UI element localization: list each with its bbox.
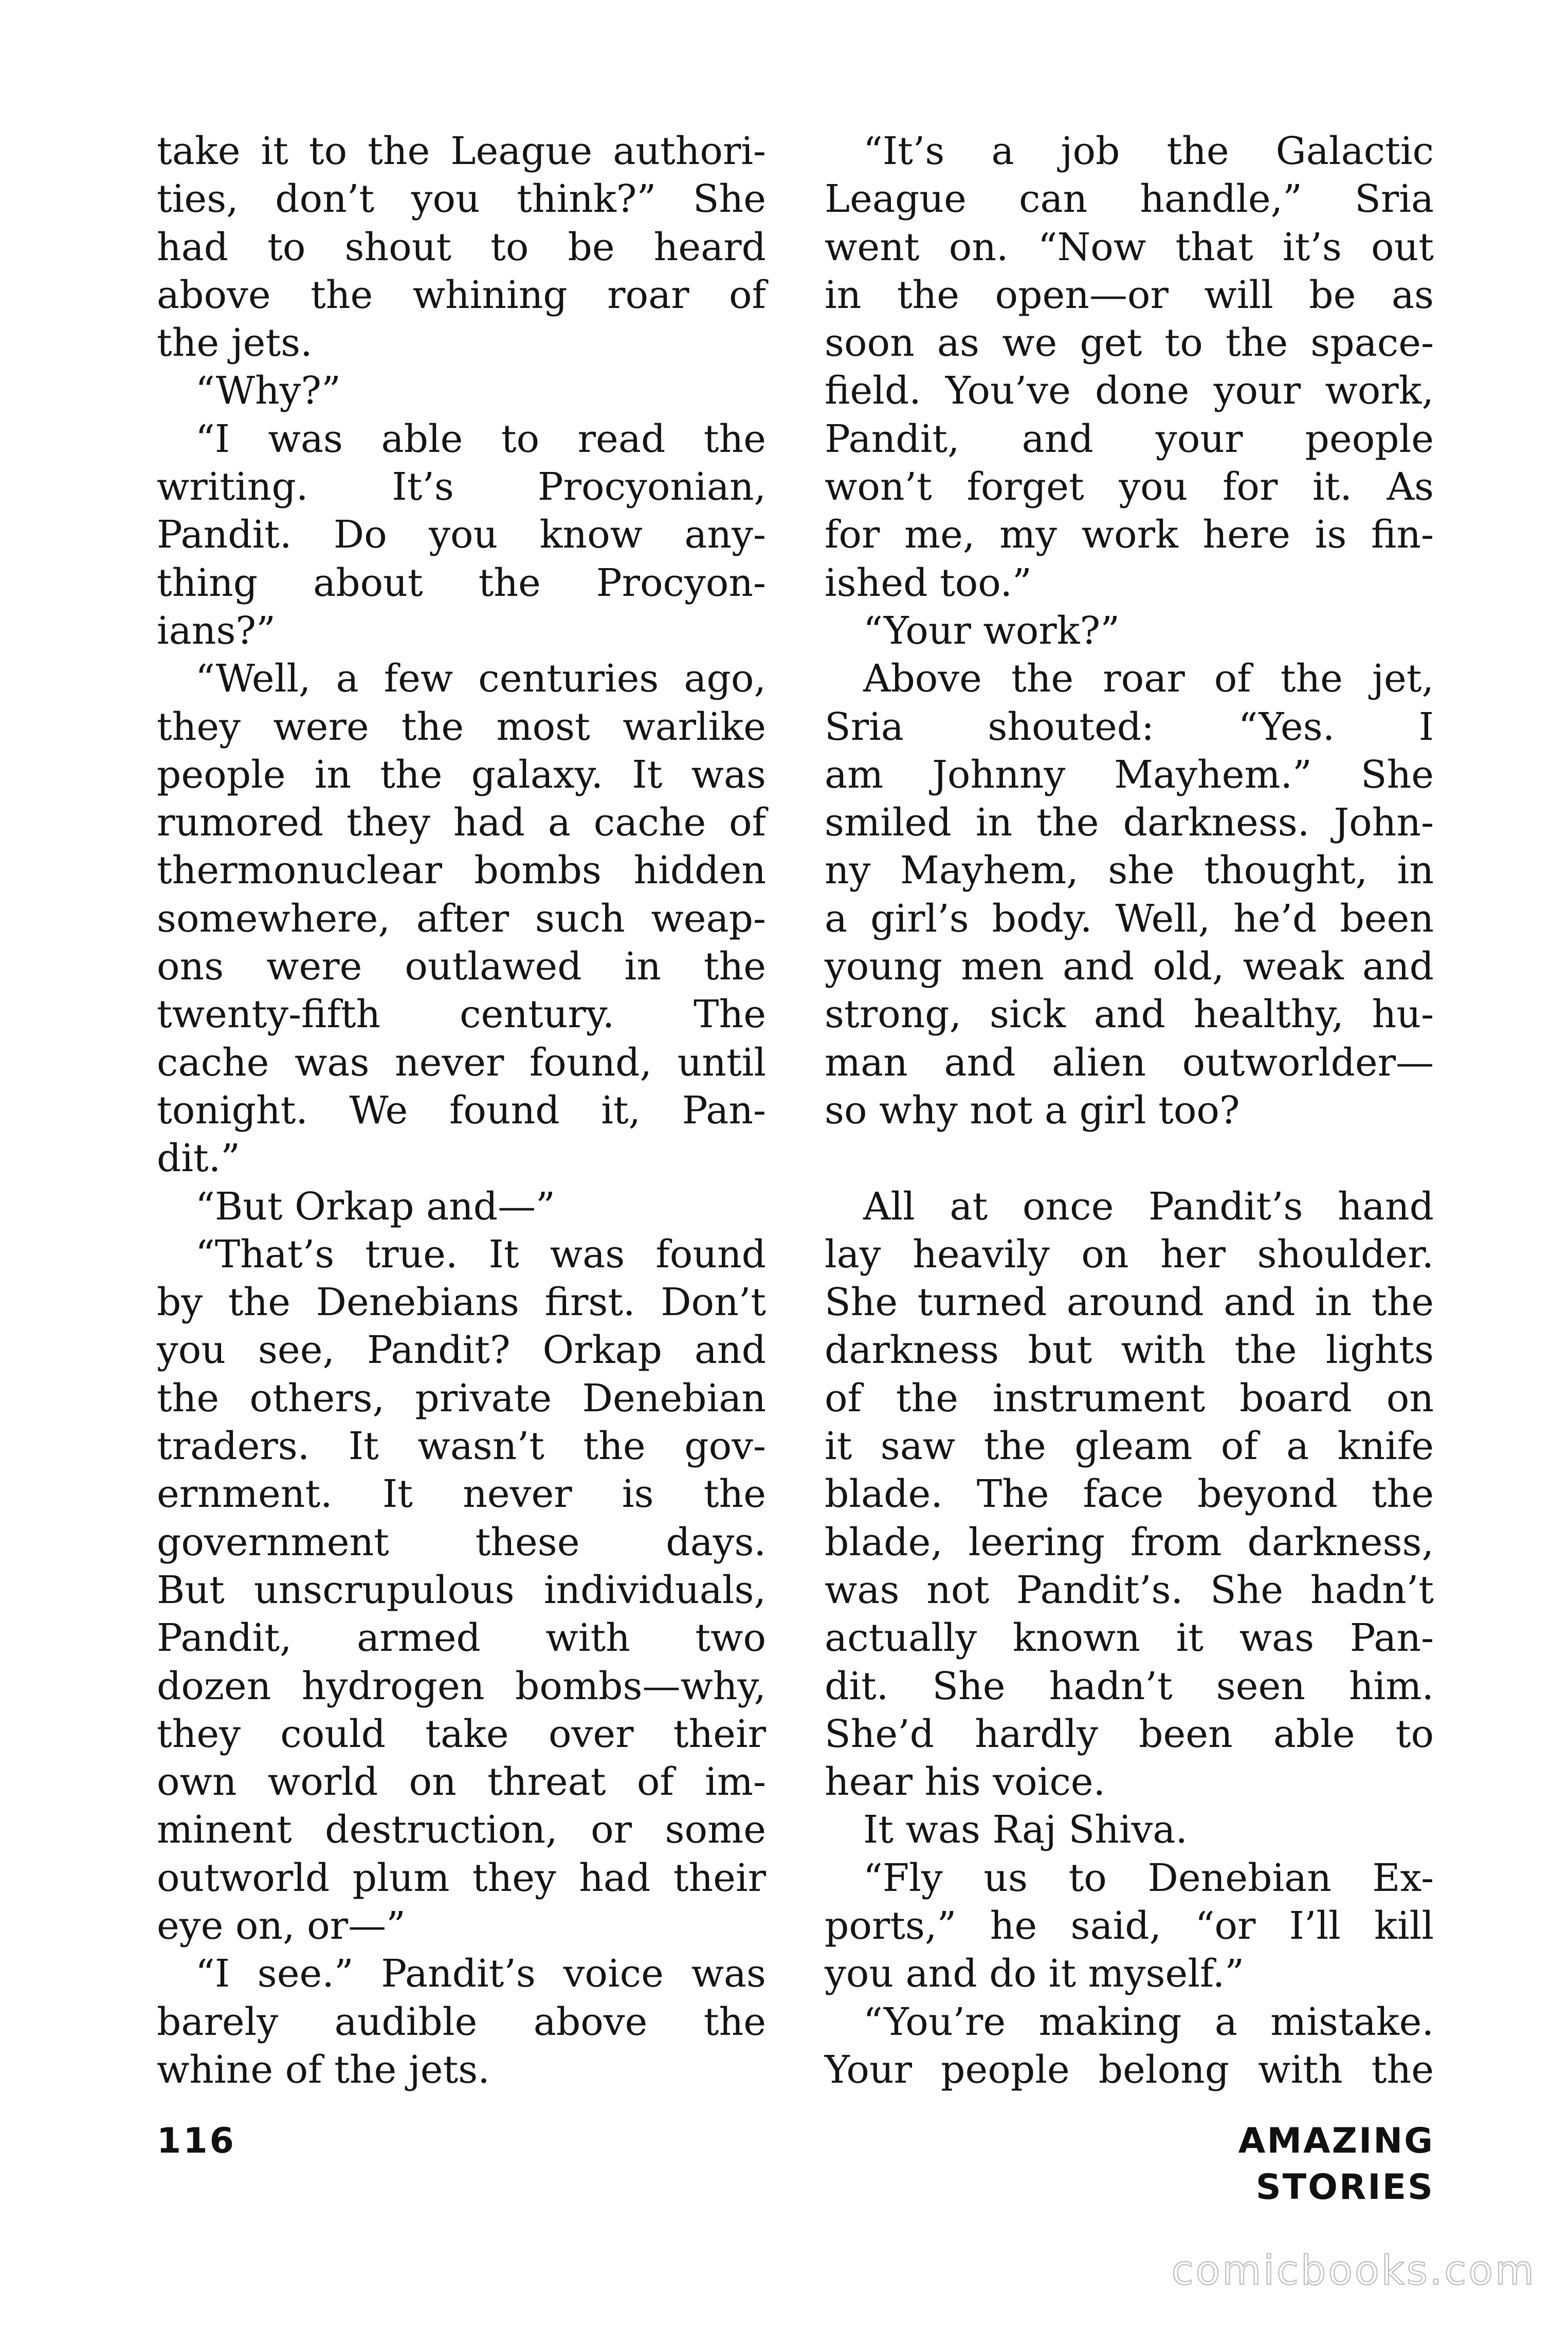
text-line: strong, sick and healthy, hu-: [825, 992, 1434, 1037]
text-line: ons were outlawed in the: [157, 944, 766, 989]
text-line: minent destruction, or some: [157, 1808, 766, 1852]
text-line: won’t forget you for it. As: [825, 465, 1434, 509]
text-line: cache was never found, until: [157, 1040, 766, 1085]
text-line: All at once Pandit’s hand: [863, 1184, 1434, 1229]
text-line: they were the most warlike: [157, 704, 766, 749]
text-line: man and alien outworlder—: [825, 1040, 1434, 1085]
text-line: had to shout to be heard: [157, 225, 766, 269]
text-line: “You’re making a mistake.: [863, 1999, 1434, 2044]
text-line: ernment. It never is the: [157, 1472, 766, 1517]
text-line: Your people belong with the: [825, 2047, 1434, 2092]
text-line: hear his voice.: [825, 1760, 1106, 1805]
text-line: ians?”: [157, 608, 276, 653]
text-line: tonight. We found it, Pan-: [157, 1088, 766, 1133]
text-line: a girl’s body. Well, he’d been: [825, 896, 1434, 941]
text-line: ports,” he said, “or I’ll kill: [825, 1903, 1434, 1948]
text-line: “Fly us to Denebian Ex-: [863, 1855, 1434, 1900]
text-line: But unscrupulous individuals,: [157, 1568, 766, 1612]
text-line: Pandit, armed with two: [157, 1616, 766, 1661]
text-line: smiled in the darkness. John-: [825, 800, 1434, 845]
text-line: twenty-fifth century. The: [157, 992, 766, 1037]
text-line: lay heavily on her shoulder.: [825, 1232, 1434, 1277]
text-line: “I see.” Pandit’s voice was: [195, 1952, 766, 1996]
text-line: She turned around and in the: [825, 1280, 1434, 1325]
text-line: “That’s true. It was found: [195, 1232, 766, 1277]
text-line: of the instrument board on: [825, 1376, 1434, 1421]
text-line: you see, Pandit? Orkap and: [157, 1328, 766, 1373]
text-line: “I was able to read the: [195, 416, 766, 461]
text-line: “Your work?”: [863, 608, 1120, 653]
text-line: field. You’ve done your work,: [825, 369, 1434, 413]
text-line: traders. It wasn’t the gov-: [157, 1424, 766, 1469]
text-line: eye on, or—”: [157, 1903, 406, 1948]
text-line: “Well, a few centuries ago,: [195, 657, 766, 701]
text-line: you and do it myself.”: [825, 1952, 1245, 1996]
text-line: they could take over their: [157, 1711, 766, 1756]
text-line: thermonuclear bombs hidden: [157, 848, 766, 893]
text-line: blade. The face beyond the: [825, 1472, 1434, 1517]
text-line: ished too.”: [825, 560, 1032, 605]
text-line: government these days.: [157, 1520, 766, 1564]
text-line: “It’s a job the Galactic: [863, 129, 1434, 173]
text-line: writing. It’s Procyonian,: [157, 465, 766, 509]
text-line: outworld plum they had their: [157, 1855, 766, 1900]
text-line: rumored they had a cache of: [157, 800, 766, 845]
right-text-column: [825, 128, 1434, 2094]
page-number: 116: [157, 2121, 236, 2161]
text-line: blade, leering from darkness,: [825, 1520, 1434, 1564]
text-line: ties, don’t you think?” She: [157, 177, 766, 222]
text-line: above the whining roar of: [157, 272, 766, 317]
text-line: dit. She hadn’t seen him.: [825, 1664, 1434, 1708]
text-line: actually known it was Pan-: [825, 1616, 1434, 1661]
text-line: so why not a girl too?: [825, 1088, 1240, 1133]
text-line: “But Orkap and—”: [195, 1184, 556, 1229]
text-line: own world on threat of im-: [157, 1760, 766, 1805]
text-line: thing about the Procyon-: [157, 560, 766, 605]
text-line: young men and old, weak and: [825, 944, 1434, 989]
text-line: darkness but with the lights: [825, 1328, 1434, 1373]
text-line: Sria shouted: “Yes. I: [825, 704, 1434, 749]
text-line: take it to the League authori-: [157, 129, 766, 173]
text-line: It was Raj Shiva.: [863, 1808, 1188, 1852]
text-line: dit.”: [157, 1136, 241, 1181]
text-line: was not Pandit’s. She hadn’t: [825, 1568, 1434, 1612]
section-break: [825, 1135, 1434, 1182]
text-line: in the open—or will be as: [825, 272, 1434, 317]
left-text-column: [157, 128, 766, 2094]
text-line: somewhere, after such weap-: [157, 896, 766, 941]
watermark-logo: comicbooks.com: [1171, 2248, 1536, 2294]
text-line: it saw the gleam of a knife: [825, 1424, 1434, 1469]
text-line: people in the galaxy. It was: [157, 752, 766, 797]
text-line: dozen hydrogen bombs—why,: [157, 1664, 766, 1708]
text-line: Pandit. Do you know any-: [157, 513, 766, 557]
text-line: Pandit, and your people: [825, 416, 1434, 461]
text-line: by the Denebians first. Don’t: [157, 1280, 766, 1325]
text-line: “Why?”: [195, 369, 341, 413]
text-line: for me, my work here is fin-: [825, 513, 1434, 557]
text-line: She’d hardly been able to: [825, 1711, 1434, 1756]
text-line: the jets.: [157, 321, 313, 366]
running-title: AMAZING STORIES: [1238, 2121, 1434, 2208]
text-line: League can handle,” Sria: [825, 177, 1434, 222]
text-line: am Johnny Mayhem.” She: [825, 752, 1434, 797]
text-line: soon as we get to the space-: [825, 321, 1434, 366]
text-line: barely audible above the: [157, 1999, 766, 2044]
text-line: whine of the jets.: [157, 2047, 490, 2092]
text-line: the others, private Denebian: [157, 1376, 766, 1421]
text-line: Above the roar of the jet,: [863, 657, 1434, 701]
text-line: ny Mayhem, she thought, in: [825, 848, 1434, 893]
text-line: went on. “Now that it’s out: [825, 225, 1434, 269]
